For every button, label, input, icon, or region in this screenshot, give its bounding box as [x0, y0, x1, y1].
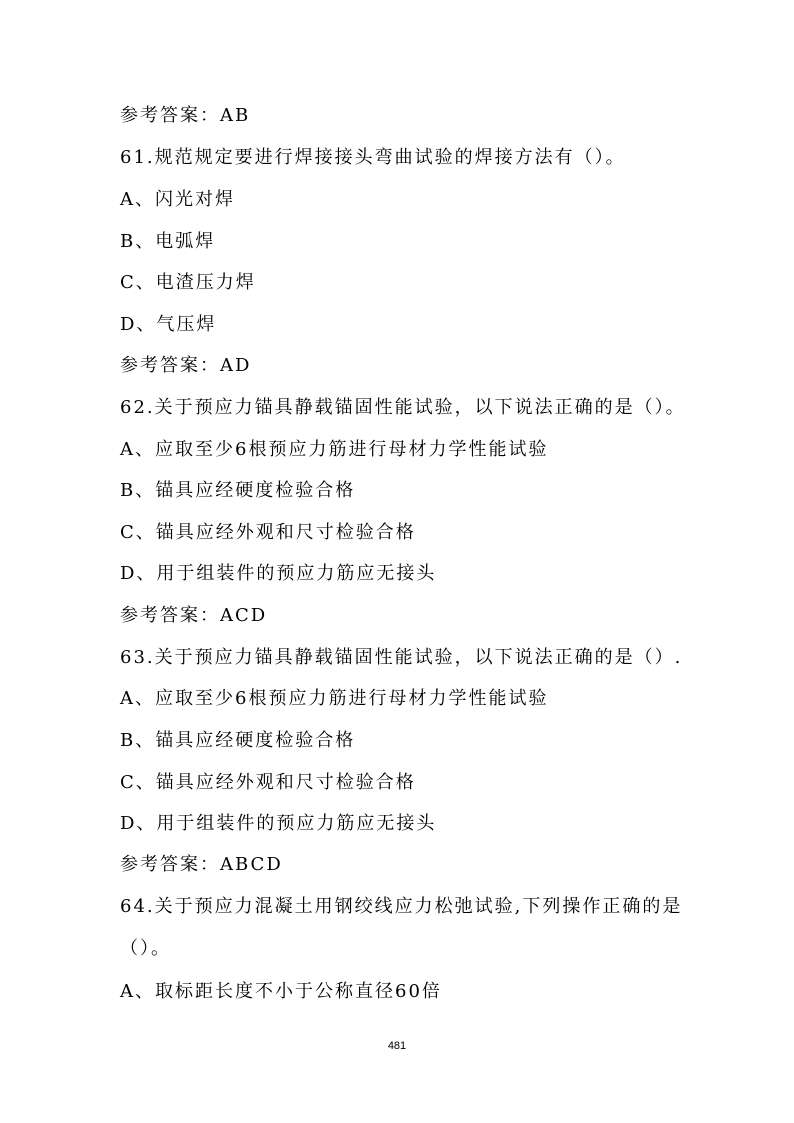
option-line: D、用于组装件的预应力筋应无接头	[120, 563, 437, 584]
option-line: A、取标距长度不小于公称直径60倍	[120, 981, 442, 1002]
answer-line: 参考答案：AB	[120, 105, 251, 126]
question-64: 64.关于预应力混凝土用钢绞线应力松弛试验,下列操作正确的是	[120, 896, 683, 917]
option-line: D、气压焊	[120, 314, 217, 335]
answer-line: 参考答案：AD	[120, 355, 252, 376]
option-line: A、闪光对焊	[120, 189, 235, 210]
option-line: C、电渣压力焊	[120, 272, 256, 293]
option-line: B、锚具应经硬度检验合格	[120, 730, 356, 751]
option-line: D、用于组装件的预应力筋应无接头	[120, 813, 437, 834]
option-line: B、锚具应经硬度检验合格	[120, 480, 356, 501]
option-line: A、应取至少6根预应力筋进行母材力学性能试验	[120, 688, 549, 709]
page-number: 481	[387, 1040, 407, 1052]
option-line: B、电弧焊	[120, 231, 216, 252]
option-line: A、应取至少6根预应力筋进行母材力学性能试验	[120, 439, 549, 460]
question-61: 61.规范规定要进行焊接接头弯曲试验的焊接方法有（）。	[120, 147, 626, 168]
question-63: 63.关于预应力锚具静载锚固性能试验，以下说法正确的是（）.	[120, 647, 683, 668]
answer-line: 参考答案：ABCD	[120, 854, 283, 875]
question-62: 62.关于预应力锚具静载锚固性能试验，以下说法正确的是（）。	[120, 397, 686, 418]
answer-line: 参考答案：ACD	[120, 605, 268, 626]
question-64-continuation: （）。	[120, 938, 171, 959]
option-line: C、锚具应经外观和尺寸检验合格	[120, 772, 416, 793]
option-line: C、锚具应经外观和尺寸检验合格	[120, 522, 416, 543]
